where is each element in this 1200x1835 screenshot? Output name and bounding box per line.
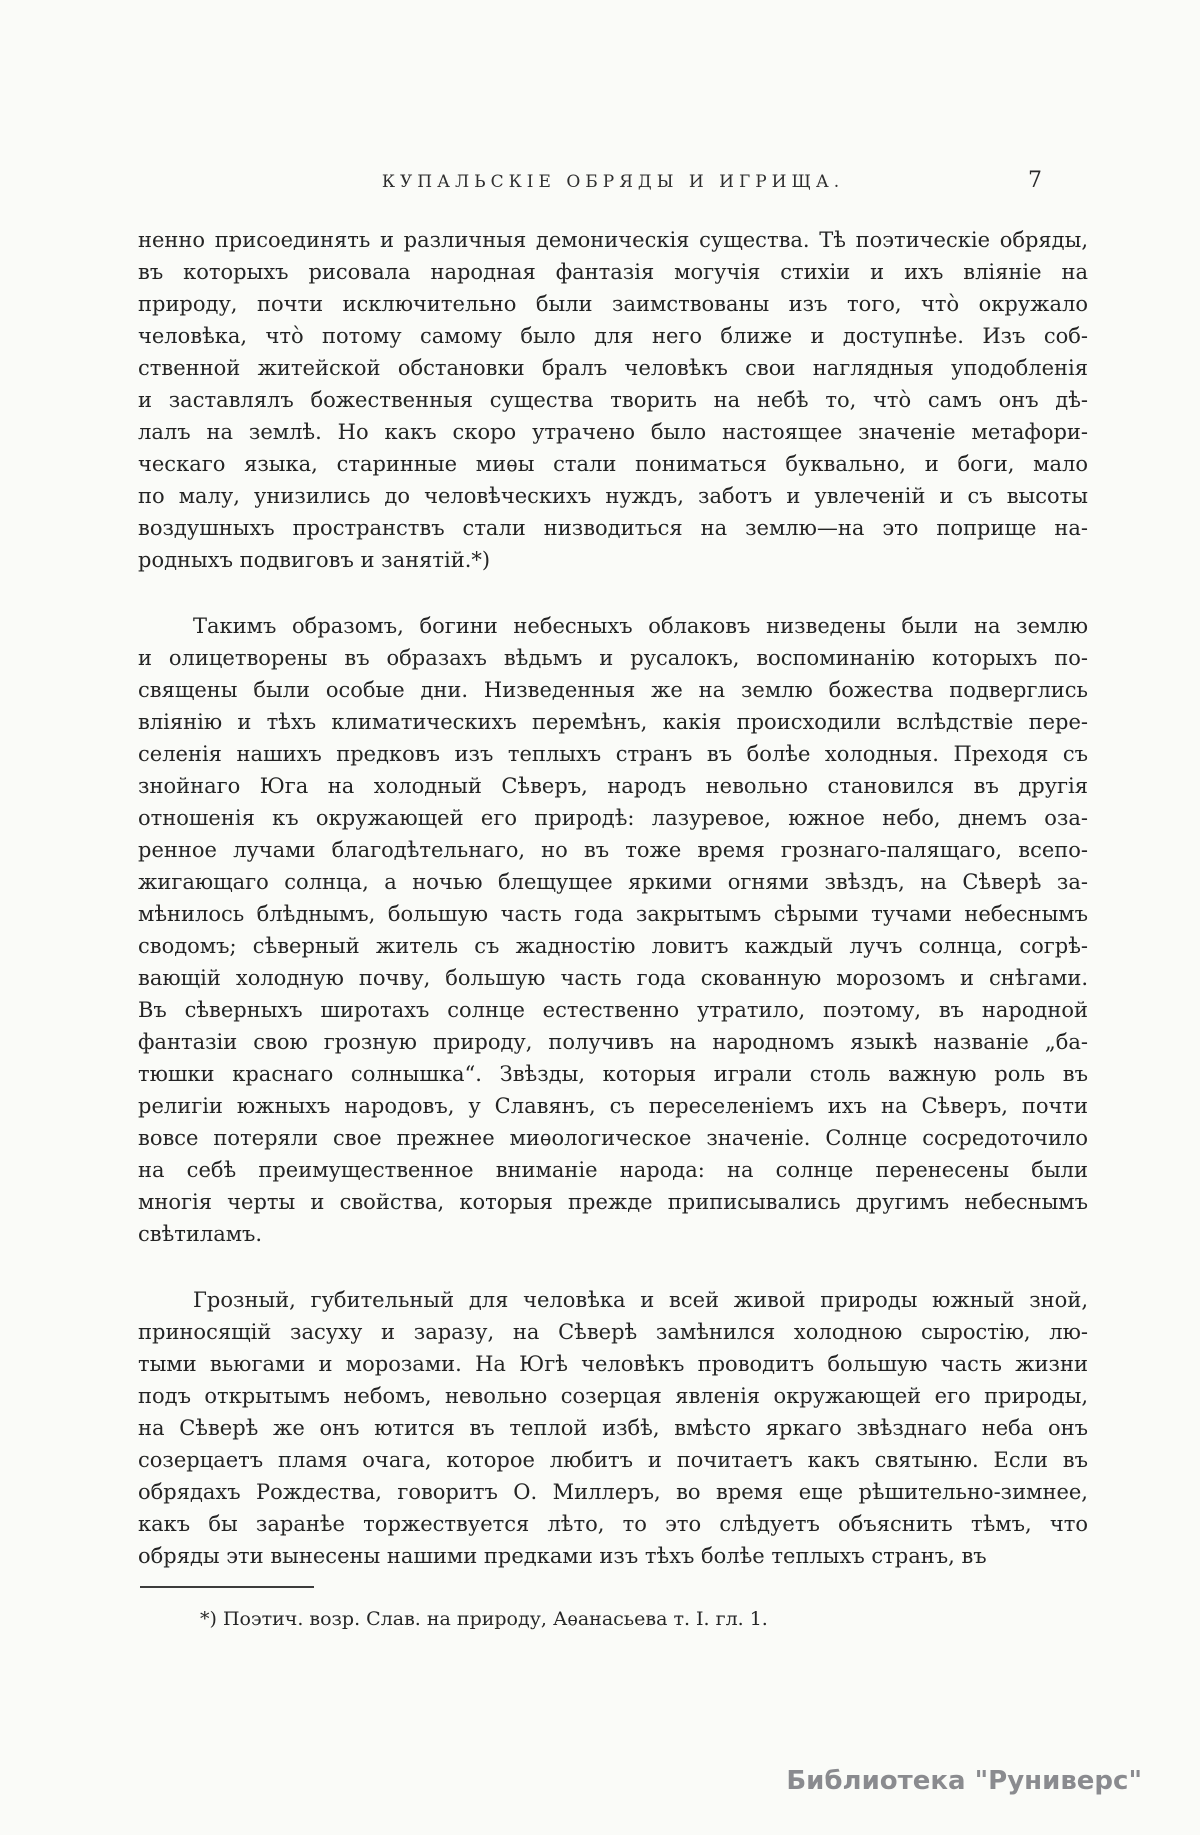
text-line: знойнаго Юга на холодный Сѣверъ, народъ невольно становился въ другія — [138, 774, 1088, 798]
text-line: обрядахъ Рождества, говоритъ О. Миллеръ, во время еще рѣшительно-зимнее, — [138, 1480, 1088, 1504]
text-line: ренное лучами благодѣтельнаго, но въ тоже время грознаго-палящаго, всепо- — [138, 838, 1088, 862]
text-line: обряды эти вынесены нашими предками изъ тѣхъ болѣе теплыхъ странъ, въ — [138, 1544, 987, 1568]
text-line: подъ открытымъ небомъ, невольно созерцая явленія окружающей его природы, — [138, 1384, 1088, 1408]
paragraph-3 — [138, 1284, 1088, 1572]
text-line: приносящій засуху и заразу, на Сѣверѣ замѣнился холодною сыростію, лю- — [138, 1320, 1088, 1344]
text-line: мѣнилось блѣднымъ, большую часть года закрытымъ сѣрыми тучами небеснымъ — [138, 902, 1088, 926]
text-line: ческаго языка, старинные миѳы стали пониматься буквально, и боги, мало — [138, 452, 1088, 476]
text-line: на себѣ преимущественное вниманіе народа: на солнце перенесены были — [138, 1158, 1088, 1182]
text-line: родныхъ подвиговъ и занятій.*) — [138, 548, 491, 572]
footnote-rule — [140, 1586, 314, 1588]
paragraph-2 — [138, 610, 1088, 1250]
footnote-text: *) Поэтич. возр. Слав. на природу, Аѳанасьева т. I. гл. 1. — [200, 1608, 768, 1630]
running-header: КУПАЛЬСКІЕ ОБРЯДЫ И ИГРИЩА. — [381, 172, 845, 192]
library-watermark: Библиотека "Руниверс" — [786, 1766, 1142, 1796]
text-line: отношенія къ окружающей его природѣ: лазуревое, южное небо, днемъ оза- — [138, 806, 1088, 830]
text-line: по малу, унизились до человѣческихъ нуждъ, заботъ и увлеченій и съ высоты — [138, 484, 1088, 508]
page-number: 7 — [1028, 168, 1042, 193]
text-line: вліянію и тѣхъ климатическихъ перемѣнъ, какія происходили вслѣдствіе пере- — [138, 710, 1088, 734]
text-line: тыми вьюгами и морозами. На Югѣ человѣкъ проводитъ большую часть жизни — [138, 1352, 1088, 1376]
text-line: въ которыхъ рисовала народная фантазія могучія стихіи и ихъ вліяніе на — [138, 260, 1088, 284]
text-line: фантазіи свою грозную природу, получивъ на народномъ языкѣ названіе „ба- — [138, 1030, 1088, 1054]
text-line: Такимъ образомъ, богини небесныхъ облаковъ низведены были на землю — [193, 614, 1088, 638]
text-line: селенія нашихъ предковъ изъ теплыхъ странъ въ болѣе холодныя. Преходя съ — [138, 742, 1088, 766]
body-text — [138, 224, 1088, 1572]
text-line: ственной житейской обстановки бралъ человѣкъ свои наглядныя уподобленія — [138, 356, 1088, 380]
text-line: какъ бы заранѣе торжествуется лѣто, то это слѣдуетъ объяснить тѣмъ, что — [138, 1512, 1088, 1536]
text-line: воздушныхъ пространствъ стали низводиться на землю—на это поприще на- — [138, 516, 1088, 540]
text-line: тюшки краснаго солнышка“. Звѣзды, которыя играли столь важную роль въ — [138, 1062, 1088, 1086]
text-line: свѣтиламъ. — [138, 1222, 263, 1246]
text-line: и олицетворены въ образахъ вѣдьмъ и русалокъ, воспоминанію которыхъ по- — [138, 646, 1088, 670]
text-line: Въ сѣверныхъ широтахъ солнце естественно утратило, поэтому, въ народной — [138, 998, 1088, 1022]
paragraph-1 — [138, 224, 1088, 576]
text-line: ненно присоединять и различныя демоническія существа. Тѣ поэтическіе обряды, — [138, 228, 1088, 252]
text-line: созерцаетъ пламя очага, которое любитъ и почитаетъ какъ святыню. Если въ — [138, 1448, 1088, 1472]
text-line: многія черты и свойства, которыя прежде приписывались другимъ небеснымъ — [138, 1190, 1088, 1214]
text-line: Грозный, губительный для человѣка и всей живой природы южный зной, — [193, 1288, 1088, 1312]
text-line: природу, почти исключительно были заимствованы изъ того, что̀ окружало — [138, 292, 1088, 316]
text-line: на Сѣверѣ же онъ ютится въ теплой избѣ, вмѣсто яркаго звѣзднаго неба онъ — [138, 1416, 1088, 1440]
text-line: вающій холодную почву, большую часть года скованную морозомъ и снѣгами. — [138, 966, 1088, 990]
text-line: жигающаго солнца, а ночью блещущее яркими огнями звѣздъ, на Сѣверѣ за- — [138, 870, 1088, 894]
text-line: человѣка, что̀ потому самому было для него ближе и доступнѣе. Изъ соб- — [138, 324, 1088, 348]
text-line: сводомъ; сѣверный житель съ жадностію ловитъ каждый лучъ солнца, согрѣ- — [138, 934, 1088, 958]
text-line: лалъ на землѣ. Но какъ скоро утрачено было настоящее значеніе метафори- — [138, 420, 1088, 444]
text-line: и заставлялъ божественныя существа творить на небѣ то, что̀ самъ онъ дѣ- — [138, 388, 1088, 412]
text-line: религіи южныхъ народовъ, у Славянъ, съ переселеніемъ ихъ на Сѣверъ, почти — [138, 1094, 1088, 1118]
text-line: священы были особые дни. Низведенныя же на землю божества подверглись — [138, 678, 1088, 702]
text-line: вовсе потеряли свое прежнее миѳологическое значеніе. Солнце сосредоточило — [138, 1126, 1088, 1150]
